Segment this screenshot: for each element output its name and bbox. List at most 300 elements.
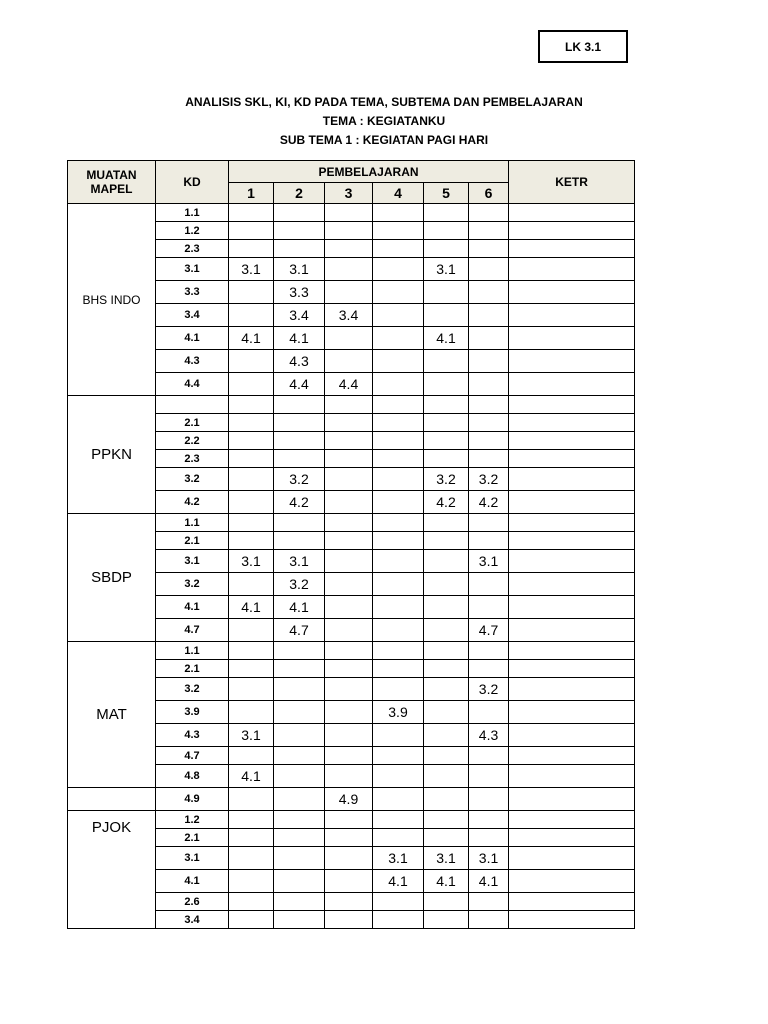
doc-theme: TEMA : KEGIATANKU xyxy=(322,114,446,128)
pembelajaran-6-cell xyxy=(469,788,509,811)
pembelajaran-5-cell xyxy=(424,514,469,532)
ketr-cell xyxy=(509,788,635,811)
ketr-cell xyxy=(509,619,635,642)
lk-code: LK 3.1 xyxy=(564,39,601,54)
pembelajaran-5-cell xyxy=(424,373,469,396)
kd-cell: 4.9 xyxy=(156,788,229,811)
pembelajaran-2-cell xyxy=(274,701,325,724)
pembelajaran-4-cell xyxy=(373,724,424,747)
pembelajaran-3-cell xyxy=(325,829,373,847)
pembelajaran-6-cell xyxy=(469,514,509,532)
pembelajaran-4-cell xyxy=(373,596,424,619)
pembelajaran-6-cell: 4.3 xyxy=(469,724,509,747)
pembelajaran-5-cell: 3.1 xyxy=(424,847,469,870)
pembelajaran-5-cell xyxy=(424,829,469,847)
kd-cell xyxy=(156,396,229,414)
pembelajaran-2-cell xyxy=(274,724,325,747)
pembelajaran-1-cell xyxy=(229,281,274,304)
kd-cell: 3.2 xyxy=(156,573,229,596)
ketr-cell xyxy=(509,893,635,911)
pembelajaran-5-cell xyxy=(424,765,469,788)
pembelajaran-1-cell xyxy=(229,532,274,550)
pembelajaran-6-cell xyxy=(469,811,509,829)
pembelajaran-4-cell xyxy=(373,350,424,373)
pembelajaran-5-cell xyxy=(424,414,469,432)
pembelajaran-5-cell xyxy=(424,532,469,550)
pembelajaran-6-cell xyxy=(469,258,509,281)
pembelajaran-5-cell: 3.1 xyxy=(424,258,469,281)
pembelajaran-5-cell xyxy=(424,660,469,678)
header-muatan-mapel xyxy=(68,161,156,204)
pembelajaran-3-cell xyxy=(325,701,373,724)
pembelajaran-1-cell xyxy=(229,350,274,373)
pembelajaran-2-cell xyxy=(274,240,325,258)
table-row xyxy=(68,788,635,811)
pembelajaran-5-cell xyxy=(424,893,469,911)
pembelajaran-6-cell xyxy=(469,532,509,550)
ketr-cell xyxy=(509,829,635,847)
pembelajaran-3-cell: 4.4 xyxy=(325,373,373,396)
pembelajaran-4-cell: 3.9 xyxy=(373,701,424,724)
ketr-cell xyxy=(509,847,635,870)
pembelajaran-3-cell xyxy=(325,450,373,468)
ketr-cell xyxy=(509,532,635,550)
kd-cell: 3.2 xyxy=(156,468,229,491)
pembelajaran-3-cell xyxy=(325,414,373,432)
ketr-cell xyxy=(509,396,635,414)
kd-cell: 3.9 xyxy=(156,701,229,724)
pembelajaran-1-cell: 4.1 xyxy=(229,765,274,788)
pembelajaran-2-cell xyxy=(274,911,325,929)
pembelajaran-3-cell xyxy=(325,678,373,701)
pembelajaran-4-cell xyxy=(373,550,424,573)
pembelajaran-4-cell xyxy=(373,450,424,468)
pembelajaran-1-cell xyxy=(229,893,274,911)
pembelajaran-5-cell xyxy=(424,550,469,573)
header-ketr: KETR xyxy=(509,161,635,204)
pembelajaran-6-cell xyxy=(469,747,509,765)
pembelajaran-3-cell xyxy=(325,281,373,304)
kd-cell: 1.1 xyxy=(156,514,229,532)
pembelajaran-3-cell xyxy=(325,911,373,929)
pembelajaran-3-cell xyxy=(325,619,373,642)
pembelajaran-1-cell xyxy=(229,847,274,870)
pembelajaran-2-cell xyxy=(274,870,325,893)
pembelajaran-1-cell xyxy=(229,304,274,327)
ketr-cell xyxy=(509,432,635,450)
pembelajaran-6-cell: 4.2 xyxy=(469,491,509,514)
pembelajaran-3-cell xyxy=(325,204,373,222)
doc-title: ANALISIS SKL, KI, KD PADA TEMA, SUBTEMA DAN PEMBELAJARAN xyxy=(185,95,583,109)
kd-cell: 1.1 xyxy=(156,204,229,222)
ketr-cell xyxy=(509,491,635,514)
pembelajaran-2-cell xyxy=(274,811,325,829)
pembelajaran-1-cell: 3.1 xyxy=(229,724,274,747)
pembelajaran-3-cell xyxy=(325,396,373,414)
header-pembelajaran-3: 3 xyxy=(325,183,373,204)
pembelajaran-1-cell xyxy=(229,432,274,450)
kd-cell: 3.4 xyxy=(156,304,229,327)
pembelajaran-5-cell xyxy=(424,747,469,765)
pembelajaran-3-cell xyxy=(325,870,373,893)
pembelajaran-5-cell xyxy=(424,642,469,660)
pembelajaran-3-cell xyxy=(325,660,373,678)
ketr-cell xyxy=(509,811,635,829)
pembelajaran-1-cell xyxy=(229,414,274,432)
doc-subtheme: SUB TEMA 1 : KEGIATAN PAGI HARI xyxy=(279,133,489,147)
kd-cell: 2.3 xyxy=(156,240,229,258)
header-pembelajaran-1: 1 xyxy=(229,183,274,204)
pembelajaran-4-cell xyxy=(373,204,424,222)
table-body xyxy=(68,204,635,929)
pembelajaran-5-cell: 4.1 xyxy=(424,870,469,893)
ketr-cell xyxy=(509,596,635,619)
pembelajaran-4-cell xyxy=(373,514,424,532)
pembelajaran-1-cell xyxy=(229,204,274,222)
pembelajaran-5-cell xyxy=(424,204,469,222)
pembelajaran-5-cell xyxy=(424,573,469,596)
analysis-table xyxy=(67,160,635,929)
pembelajaran-3-cell xyxy=(325,847,373,870)
ketr-cell xyxy=(509,724,635,747)
pembelajaran-3-cell xyxy=(325,258,373,281)
pembelajaran-2-cell xyxy=(274,893,325,911)
pembelajaran-2-cell xyxy=(274,829,325,847)
pembelajaran-4-cell xyxy=(373,414,424,432)
ketr-cell xyxy=(509,258,635,281)
header-pembelajaran-2: 2 xyxy=(274,183,325,204)
pembelajaran-4-cell xyxy=(373,304,424,327)
pembelajaran-2-cell xyxy=(274,765,325,788)
pembelajaran-4-cell xyxy=(373,911,424,929)
pembelajaran-5-cell xyxy=(424,281,469,304)
kd-cell: 4.8 xyxy=(156,765,229,788)
kd-cell: 1.2 xyxy=(156,222,229,240)
pembelajaran-2-cell xyxy=(274,642,325,660)
pembelajaran-6-cell xyxy=(469,829,509,847)
pembelajaran-2-cell: 4.7 xyxy=(274,619,325,642)
pembelajaran-4-cell xyxy=(373,373,424,396)
pembelajaran-2-cell xyxy=(274,432,325,450)
pembelajaran-4-cell xyxy=(373,258,424,281)
pembelajaran-1-cell: 3.1 xyxy=(229,550,274,573)
pembelajaran-6-cell xyxy=(469,765,509,788)
ketr-cell xyxy=(509,222,635,240)
pembelajaran-2-cell xyxy=(274,414,325,432)
pembelajaran-5-cell xyxy=(424,596,469,619)
ketr-cell xyxy=(509,373,635,396)
pembelajaran-1-cell xyxy=(229,678,274,701)
subject-cell: PJOK xyxy=(68,811,156,929)
pembelajaran-4-cell xyxy=(373,281,424,304)
pembelajaran-4-cell xyxy=(373,396,424,414)
pembelajaran-4-cell xyxy=(373,660,424,678)
pembelajaran-3-cell xyxy=(325,240,373,258)
pembelajaran-3-cell: 3.4 xyxy=(325,304,373,327)
pembelajaran-2-cell: 4.3 xyxy=(274,350,325,373)
pembelajaran-1-cell: 4.1 xyxy=(229,327,274,350)
pembelajaran-3-cell: 4.9 xyxy=(325,788,373,811)
pembelajaran-1-cell xyxy=(229,240,274,258)
kd-cell: 3.4 xyxy=(156,911,229,929)
pembelajaran-3-cell xyxy=(325,573,373,596)
pembelajaran-6-cell xyxy=(469,432,509,450)
pembelajaran-5-cell xyxy=(424,350,469,373)
ketr-cell xyxy=(509,550,635,573)
header-pembelajaran-5: 5 xyxy=(424,183,469,204)
pembelajaran-2-cell xyxy=(274,222,325,240)
pembelajaran-5-cell xyxy=(424,222,469,240)
pembelajaran-3-cell xyxy=(325,724,373,747)
pembelajaran-2-cell xyxy=(274,514,325,532)
pembelajaran-5-cell xyxy=(424,701,469,724)
pembelajaran-2-cell: 3.1 xyxy=(274,258,325,281)
pembelajaran-5-cell xyxy=(424,450,469,468)
pembelajaran-3-cell xyxy=(325,514,373,532)
pembelajaran-1-cell xyxy=(229,788,274,811)
kd-cell: 2.1 xyxy=(156,414,229,432)
kd-cell: 3.1 xyxy=(156,847,229,870)
pembelajaran-6-cell: 3.1 xyxy=(469,550,509,573)
kd-cell: 3.2 xyxy=(156,678,229,701)
pembelajaran-3-cell xyxy=(325,327,373,350)
pembelajaran-6-cell xyxy=(469,396,509,414)
pembelajaran-4-cell xyxy=(373,240,424,258)
pembelajaran-4-cell xyxy=(373,468,424,491)
ketr-cell xyxy=(509,514,635,532)
kd-cell: 2.6 xyxy=(156,893,229,911)
kd-cell: 2.2 xyxy=(156,432,229,450)
pembelajaran-1-cell xyxy=(229,396,274,414)
pembelajaran-4-cell xyxy=(373,811,424,829)
ketr-cell xyxy=(509,870,635,893)
pembelajaran-2-cell: 4.4 xyxy=(274,373,325,396)
pembelajaran-4-cell xyxy=(373,829,424,847)
pembelajaran-1-cell xyxy=(229,747,274,765)
pembelajaran-3-cell xyxy=(325,491,373,514)
pembelajaran-3-cell xyxy=(325,532,373,550)
pembelajaran-5-cell xyxy=(424,304,469,327)
pembelajaran-2-cell xyxy=(274,747,325,765)
pembelajaran-5-cell: 4.2 xyxy=(424,491,469,514)
pembelajaran-5-cell: 3.2 xyxy=(424,468,469,491)
pembelajaran-2-cell: 4.1 xyxy=(274,596,325,619)
kd-cell: 4.1 xyxy=(156,870,229,893)
pembelajaran-6-cell xyxy=(469,304,509,327)
header-pembelajaran-4: 4 xyxy=(373,183,424,204)
pembelajaran-4-cell xyxy=(373,222,424,240)
kd-cell: 4.3 xyxy=(156,350,229,373)
kd-cell: 3.3 xyxy=(156,281,229,304)
pembelajaran-5-cell xyxy=(424,724,469,747)
pembelajaran-6-cell xyxy=(469,281,509,304)
table-row xyxy=(68,811,635,829)
pembelajaran-4-cell xyxy=(373,893,424,911)
pembelajaran-6-cell xyxy=(469,660,509,678)
ketr-cell xyxy=(509,642,635,660)
pembelajaran-1-cell xyxy=(229,701,274,724)
kd-cell: 2.1 xyxy=(156,829,229,847)
subject-cell: SBDP xyxy=(68,514,156,642)
pembelajaran-1-cell: 4.1 xyxy=(229,596,274,619)
pembelajaran-5-cell xyxy=(424,396,469,414)
pembelajaran-1-cell xyxy=(229,468,274,491)
subject-cell xyxy=(68,788,156,811)
pembelajaran-1-cell xyxy=(229,660,274,678)
kd-cell: 4.1 xyxy=(156,596,229,619)
pembelajaran-1-cell xyxy=(229,619,274,642)
pembelajaran-6-cell: 3.2 xyxy=(469,678,509,701)
kd-cell: 1.2 xyxy=(156,811,229,829)
pembelajaran-4-cell xyxy=(373,573,424,596)
pembelajaran-1-cell xyxy=(229,491,274,514)
pembelajaran-6-cell: 4.7 xyxy=(469,619,509,642)
ketr-cell xyxy=(509,327,635,350)
pembelajaran-4-cell xyxy=(373,432,424,450)
pembelajaran-6-cell xyxy=(469,642,509,660)
pembelajaran-4-cell xyxy=(373,765,424,788)
pembelajaran-2-cell xyxy=(274,204,325,222)
header-muatan: MUATAN xyxy=(86,168,137,182)
pembelajaran-2-cell: 4.1 xyxy=(274,327,325,350)
ketr-cell xyxy=(509,911,635,929)
pembelajaran-4-cell xyxy=(373,788,424,811)
pembelajaran-4-cell xyxy=(373,491,424,514)
pembelajaran-3-cell xyxy=(325,811,373,829)
pembelajaran-6-cell xyxy=(469,701,509,724)
pembelajaran-4-cell xyxy=(373,747,424,765)
kd-cell: 2.1 xyxy=(156,660,229,678)
pembelajaran-1-cell xyxy=(229,373,274,396)
pembelajaran-5-cell xyxy=(424,240,469,258)
pembelajaran-3-cell xyxy=(325,747,373,765)
pembelajaran-2-cell: 3.2 xyxy=(274,573,325,596)
pembelajaran-2-cell xyxy=(274,396,325,414)
pembelajaran-5-cell xyxy=(424,678,469,701)
pembelajaran-5-cell: 4.1 xyxy=(424,327,469,350)
pembelajaran-2-cell: 4.2 xyxy=(274,491,325,514)
pembelajaran-1-cell xyxy=(229,829,274,847)
pembelajaran-1-cell xyxy=(229,911,274,929)
pembelajaran-1-cell: 3.1 xyxy=(229,258,274,281)
ketr-cell xyxy=(509,747,635,765)
pembelajaran-6-cell xyxy=(469,373,509,396)
pembelajaran-3-cell xyxy=(325,642,373,660)
pembelajaran-4-cell xyxy=(373,532,424,550)
ketr-cell xyxy=(509,678,635,701)
ketr-cell xyxy=(509,468,635,491)
pembelajaran-3-cell xyxy=(325,893,373,911)
pembelajaran-5-cell xyxy=(424,911,469,929)
kd-cell: 3.1 xyxy=(156,550,229,573)
pembelajaran-5-cell xyxy=(424,432,469,450)
ketr-cell xyxy=(509,350,635,373)
pembelajaran-4-cell xyxy=(373,619,424,642)
pembelajaran-1-cell xyxy=(229,514,274,532)
pembelajaran-5-cell xyxy=(424,788,469,811)
pembelajaran-1-cell xyxy=(229,573,274,596)
pembelajaran-1-cell xyxy=(229,811,274,829)
pembelajaran-6-cell xyxy=(469,222,509,240)
pembelajaran-4-cell xyxy=(373,327,424,350)
pembelajaran-1-cell xyxy=(229,222,274,240)
pembelajaran-6-cell xyxy=(469,350,509,373)
pembelajaran-6-cell xyxy=(469,204,509,222)
ketr-cell xyxy=(509,281,635,304)
pembelajaran-3-cell xyxy=(325,222,373,240)
pembelajaran-6-cell xyxy=(469,414,509,432)
pembelajaran-6-cell: 3.2 xyxy=(469,468,509,491)
kd-cell: 1.1 xyxy=(156,642,229,660)
pembelajaran-1-cell xyxy=(229,870,274,893)
ketr-cell xyxy=(509,573,635,596)
pembelajaran-6-cell: 4.1 xyxy=(469,870,509,893)
kd-cell: 4.7 xyxy=(156,619,229,642)
subject-cell: BHS INDO xyxy=(68,204,156,396)
ketr-cell xyxy=(509,204,635,222)
pembelajaran-4-cell xyxy=(373,642,424,660)
subject-cell: PPKN xyxy=(68,396,156,514)
pembelajaran-5-cell xyxy=(424,619,469,642)
kd-cell: 2.1 xyxy=(156,532,229,550)
ketr-cell xyxy=(509,304,635,327)
kd-cell: 4.1 xyxy=(156,327,229,350)
header-pembelajaran: PEMBELAJARAN xyxy=(229,161,509,183)
ketr-cell xyxy=(509,240,635,258)
pembelajaran-2-cell: 3.1 xyxy=(274,550,325,573)
kd-cell: 4.4 xyxy=(156,373,229,396)
pembelajaran-2-cell xyxy=(274,678,325,701)
ketr-cell xyxy=(509,701,635,724)
pembelajaran-2-cell: 3.4 xyxy=(274,304,325,327)
pembelajaran-6-cell xyxy=(469,240,509,258)
pembelajaran-3-cell xyxy=(325,596,373,619)
header-pembelajaran-6: 6 xyxy=(469,183,509,204)
pembelajaran-2-cell: 3.2 xyxy=(274,468,325,491)
ketr-cell xyxy=(509,414,635,432)
pembelajaran-2-cell: 3.3 xyxy=(274,281,325,304)
pembelajaran-6-cell: 3.1 xyxy=(469,847,509,870)
pembelajaran-6-cell xyxy=(469,911,509,929)
pembelajaran-6-cell xyxy=(469,450,509,468)
pembelajaran-5-cell xyxy=(424,811,469,829)
pembelajaran-2-cell xyxy=(274,660,325,678)
pembelajaran-6-cell xyxy=(469,893,509,911)
pembelajaran-3-cell xyxy=(325,432,373,450)
subject-cell: MAT xyxy=(68,642,156,788)
pembelajaran-6-cell xyxy=(469,327,509,350)
kd-cell: 4.2 xyxy=(156,491,229,514)
pembelajaran-2-cell xyxy=(274,450,325,468)
pembelajaran-3-cell xyxy=(325,765,373,788)
pembelajaran-1-cell xyxy=(229,642,274,660)
lk-code-box xyxy=(538,30,628,63)
header-kd: KD xyxy=(156,161,229,204)
pembelajaran-4-cell: 3.1 xyxy=(373,847,424,870)
table-row xyxy=(68,204,635,222)
pembelajaran-4-cell xyxy=(373,678,424,701)
kd-cell: 4.3 xyxy=(156,724,229,747)
pembelajaran-3-cell xyxy=(325,468,373,491)
ketr-cell xyxy=(509,660,635,678)
pembelajaran-1-cell xyxy=(229,450,274,468)
pembelajaran-2-cell xyxy=(274,532,325,550)
table-row xyxy=(68,396,635,414)
pembelajaran-2-cell xyxy=(274,788,325,811)
table-row xyxy=(68,642,635,660)
pembelajaran-6-cell xyxy=(469,573,509,596)
kd-cell: 3.1 xyxy=(156,258,229,281)
